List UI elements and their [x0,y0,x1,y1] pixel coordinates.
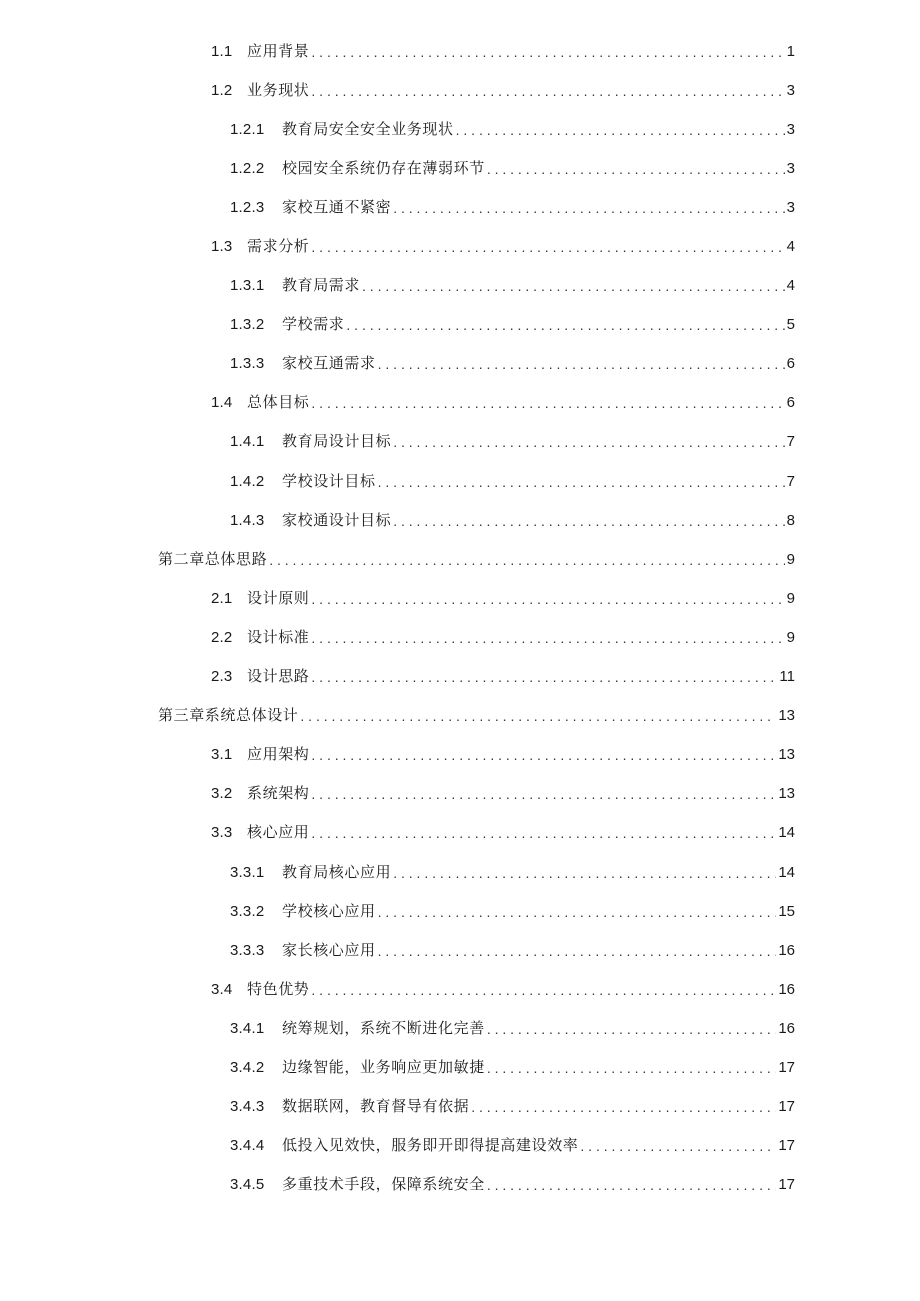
toc-entry[interactable] [0,267,920,306]
toc-entry-title: 低投入见效快，服务即开即得提高建设效率 [282,1137,579,1155]
toc-entry-page-number: 6 [786,394,795,412]
toc-entry-number: 2.2 [211,628,233,646]
dot-leader [269,550,784,570]
dot-leader [311,823,776,843]
toc-entry-title: 数据联网，教育督导有依据 [282,1098,470,1116]
toc-entry-number: 1.2.2 [230,159,265,177]
toc-entry-title: 教育局设计目标 [282,433,392,451]
toc-entry-number: 1.2.1 [230,120,265,138]
toc-entry-number: 1.3.3 [230,355,265,373]
toc-entry-title: 设计标准 [247,628,310,646]
toc-entry-page-number: 13 [778,785,795,803]
toc-entry-page-number: 4 [786,238,795,256]
toc-entry-number: 2.1 [211,589,233,607]
toc-entry-number: 3.3 [211,824,233,842]
toc-entry-title: 家校互通需求 [282,355,376,373]
dot-leader [471,1097,776,1117]
toc-entry-page-number: 1 [786,42,795,60]
toc-entry-number: 1.2 [211,81,233,99]
toc-entry[interactable] [0,188,920,227]
toc-entry-number: 1.3.1 [230,277,265,295]
toc-entry-title: 设计思路 [247,668,310,686]
toc-entry-title: 学校需求 [282,316,345,334]
toc-entry-title: 核心应用 [247,824,310,842]
dot-leader [393,863,776,883]
toc-entry[interactable] [0,384,920,423]
toc-entry-page-number: 3 [786,198,795,216]
toc-entry-title: 学校核心应用 [282,902,376,920]
dot-leader [346,315,784,335]
toc-entry-title: 需求分析 [247,238,310,256]
toc-entry-number: 1.4 [211,394,233,412]
toc-entry-page-number: 9 [786,628,795,646]
toc-entry[interactable] [0,1127,920,1166]
dot-leader [311,589,784,609]
toc-entry-number: 3.4.2 [230,1058,265,1076]
toc-entry[interactable] [0,32,920,71]
dot-leader [487,1175,777,1195]
toc-entry-number: 3.4.3 [230,1098,265,1116]
toc-entry-title: 教育局核心应用 [282,863,392,881]
toc-entry-page-number: 13 [778,707,795,725]
dot-leader [311,667,777,687]
toc-entry-page-number: 14 [778,824,795,842]
toc-entry-number: 3.1 [211,746,233,764]
toc-entry-number: 1.4.2 [230,472,265,490]
toc-entry-number: 1.1 [211,42,233,60]
toc-entry[interactable] [0,736,920,775]
toc-entry-title: 教育局需求 [282,277,361,295]
toc-entry-number: 1.3.2 [230,316,265,334]
dot-leader [311,784,776,804]
dot-leader [378,941,777,961]
toc-entry[interactable] [0,501,920,540]
toc-entry-title: 第三章系统总体设计 [158,707,299,725]
toc-entry-page-number: 16 [778,980,795,998]
toc-entry-title: 应用架构 [247,746,310,764]
toc-entry[interactable] [0,71,920,110]
toc-entry-title: 总体目标 [247,394,310,412]
dot-leader [311,980,776,1000]
toc-entry-number: 3.3.1 [230,863,265,881]
toc-entry[interactable] [0,697,920,736]
dot-leader [311,745,776,765]
toc-entry-title: 特色优势 [247,980,310,998]
toc-entry-page-number: 7 [786,472,795,490]
toc-entry[interactable] [0,814,920,853]
toc-entry-page-number: 5 [786,316,795,334]
toc-entry[interactable] [0,227,920,266]
dot-leader [393,511,784,531]
dot-leader [311,628,784,648]
dot-leader [378,472,785,492]
toc-entry-title: 设计原则 [247,589,310,607]
toc-entry-number: 3.3.3 [230,941,265,959]
toc-entry-page-number: 16 [778,1019,795,1037]
toc-entry-title: 应用背景 [247,42,310,60]
toc-entry[interactable] [0,579,920,618]
toc-entry-page-number: 9 [786,550,795,568]
dot-leader [311,42,784,62]
toc-entry-title: 家长核心应用 [282,941,376,959]
toc-entry[interactable] [0,618,920,657]
dot-leader [300,706,776,726]
dot-leader [362,276,785,296]
toc-entry-number: 3.4.4 [230,1137,265,1155]
dot-leader [487,159,785,179]
toc-entry-number: 3.3.2 [230,902,265,920]
dot-leader [378,354,785,374]
toc-entry[interactable] [0,423,920,462]
toc-entry-page-number: 8 [786,511,795,529]
dot-leader [393,432,784,452]
toc-entry-title: 家校互通不紧密 [282,198,392,216]
toc-entry-title: 校园安全系统仍存在薄弱环节 [282,159,485,177]
toc-entry-title: 边缘智能，业务响应更加敏捷 [282,1058,485,1076]
toc-entry-number: 1.4.3 [230,511,265,529]
dot-leader [487,1058,777,1078]
toc-entry-title: 业务现状 [247,81,310,99]
toc-entry[interactable] [0,1009,920,1048]
toc-entry-title: 多重技术手段，保障系统安全 [282,1176,485,1194]
toc-entry-title: 家校通设计目标 [282,511,392,529]
toc-entry[interactable] [0,110,920,149]
toc-entry[interactable] [0,1088,920,1127]
toc-entry-number: 2.3 [211,668,233,686]
toc-entry-page-number: 4 [786,277,795,295]
toc-entry[interactable] [0,970,920,1009]
toc-entry[interactable] [0,853,920,892]
toc-entry-number: 1.2.3 [230,198,265,216]
dot-leader [311,393,784,413]
toc-entry[interactable] [0,306,920,345]
toc-entry[interactable] [0,931,920,970]
toc-entry-number: 1.3 [211,238,233,256]
dot-leader [393,198,784,218]
toc-entry[interactable] [0,892,920,931]
toc-entry-number: 3.4.1 [230,1019,265,1037]
toc-entry-page-number: 15 [778,902,795,920]
toc-entry[interactable] [0,1166,920,1205]
toc-entry-page-number: 17 [778,1058,795,1076]
toc-entry-page-number: 11 [779,668,795,686]
toc-entry-page-number: 3 [786,159,795,177]
dot-leader [378,902,777,922]
toc-entry-title: 教育局安全安全业务现状 [282,120,454,138]
toc-entry-number: 3.2 [211,785,233,803]
dot-leader [487,1019,777,1039]
toc-entry-page-number: 3 [786,81,795,99]
toc-entry-title: 第二章总体思路 [158,550,268,568]
dot-leader [311,237,784,257]
toc-entry[interactable] [0,775,920,814]
toc-entry-page-number: 6 [786,355,795,373]
toc-entry-page-number: 14 [778,863,795,881]
toc-entry[interactable] [0,149,920,188]
toc-entry-number: 3.4.5 [230,1176,265,1194]
toc-entry-title: 学校设计目标 [282,472,376,490]
toc-entry-page-number: 3 [786,120,795,138]
toc-entry-title: 系统架构 [247,785,310,803]
table-of-contents [0,32,920,1205]
toc-entry-page-number: 16 [778,941,795,959]
toc-entry-page-number: 7 [786,433,795,451]
toc-entry-title: 统筹规划，系统不断进化完善 [282,1019,485,1037]
toc-entry[interactable] [0,658,920,697]
toc-entry-page-number: 9 [786,589,795,607]
dot-leader [456,120,785,140]
toc-entry[interactable] [0,462,920,501]
toc-entry-number: 1.4.1 [230,433,265,451]
toc-entry[interactable] [0,540,920,579]
toc-entry-page-number: 13 [778,746,795,764]
toc-entry-page-number: 17 [778,1137,795,1155]
dot-leader [311,81,784,101]
toc-entry-page-number: 17 [778,1176,795,1194]
dot-leader [580,1136,776,1156]
toc-entry-page-number: 17 [778,1098,795,1116]
toc-entry[interactable] [0,345,920,384]
toc-entry[interactable] [0,1048,920,1087]
toc-entry-number: 3.4 [211,980,233,998]
